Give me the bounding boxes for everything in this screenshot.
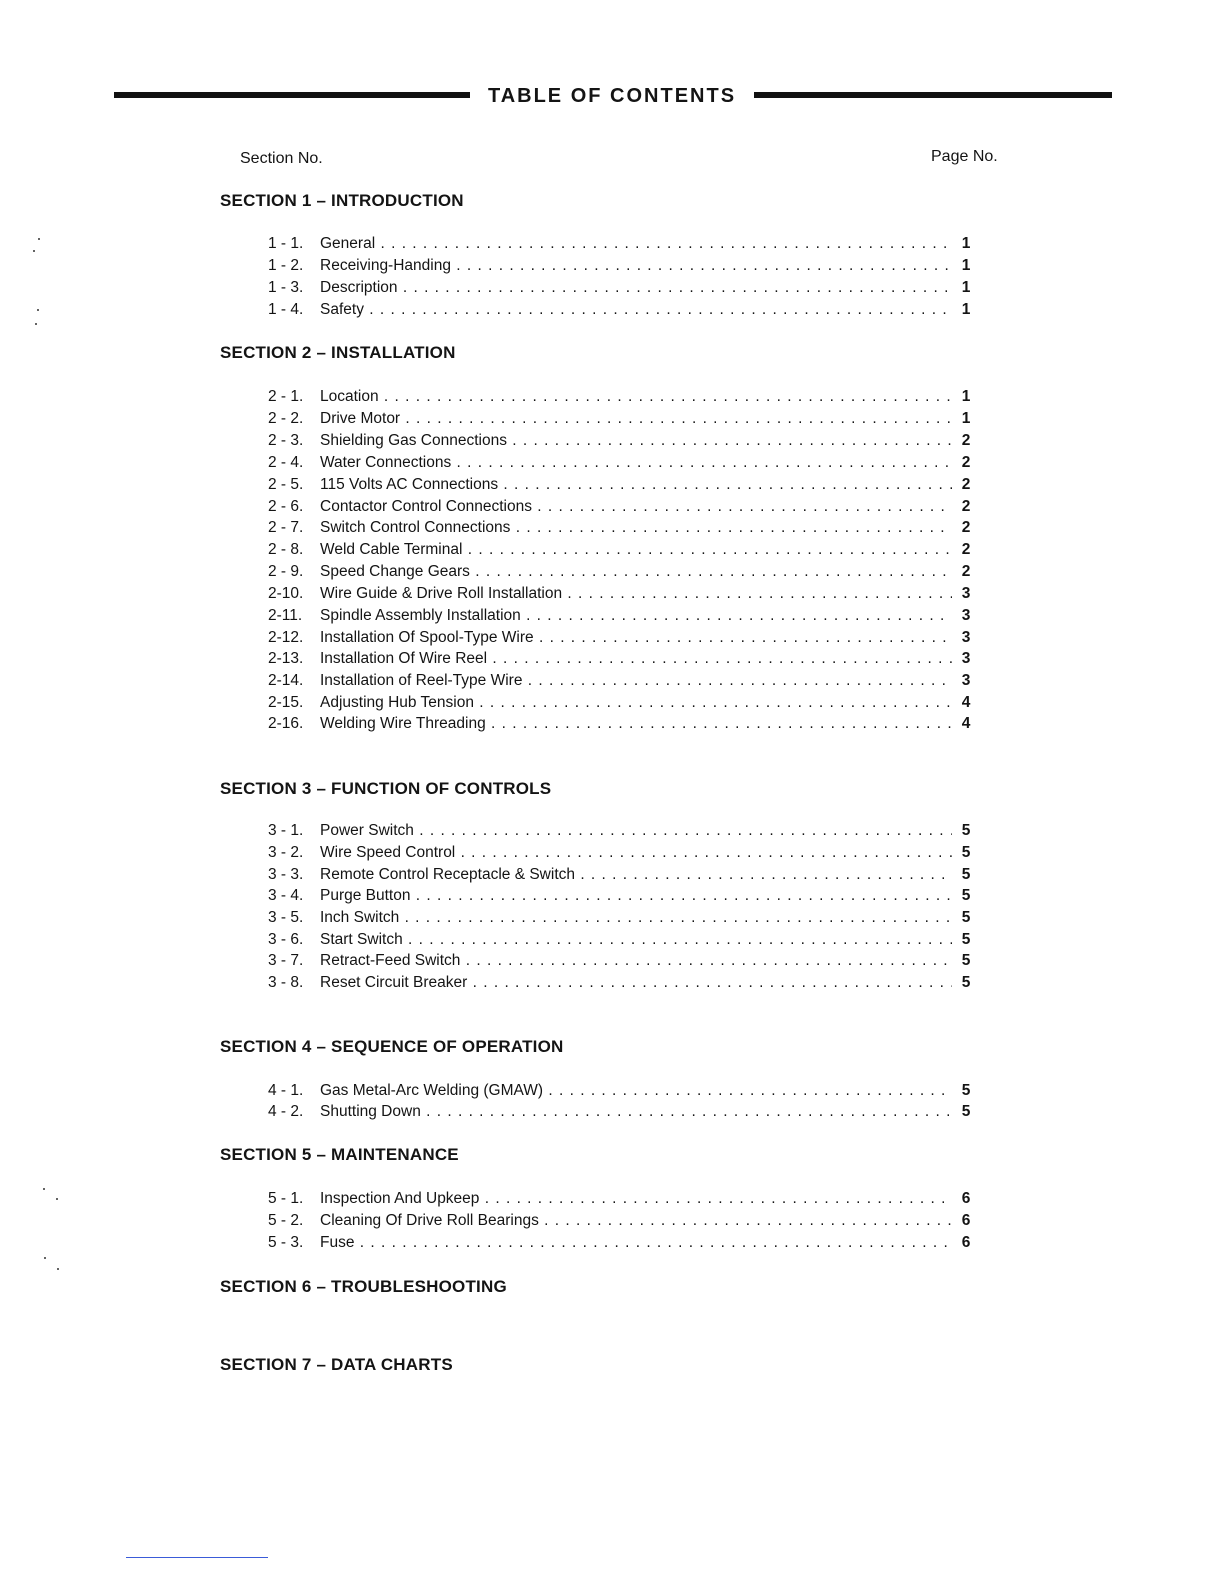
entry-title: 115 Volts AC Connections — [320, 476, 499, 493]
toc-entry — [268, 255, 980, 277]
toc-entry — [268, 972, 980, 994]
bottom-edge-line — [126, 1557, 268, 1558]
section-heading-2: SECTION 2 – INSTALLATION — [220, 343, 456, 362]
entry-title: Shielding Gas Connections — [320, 432, 507, 449]
scan-speck — [33, 250, 35, 252]
scan-speck — [38, 238, 40, 240]
entry-title: Installation Of Wire Reel — [320, 650, 488, 667]
entry-title: Wire Guide & Drive Roll Installation — [320, 585, 563, 602]
entry-page: 3 — [952, 583, 980, 605]
entry-title: Welding Wire Threading — [320, 715, 486, 732]
entry-number: 3 - 8. — [268, 974, 304, 991]
toc-entry — [268, 713, 980, 735]
entry-page: 1 — [952, 408, 980, 430]
toc-entry — [268, 605, 980, 627]
toc-entry — [268, 496, 980, 518]
scan-speck — [35, 323, 37, 325]
toc-entry — [268, 539, 980, 561]
section-heading-4: SECTION 4 – SEQUENCE OF OPERATION — [220, 1037, 564, 1056]
entry-page: 3 — [952, 627, 980, 649]
entry-page: 3 — [952, 605, 980, 627]
entry-page: 2 — [952, 539, 980, 561]
entry-title: Start Switch — [320, 931, 403, 948]
entry-title: Installation Of Spool-Type Wire — [320, 629, 534, 646]
entry-page: 4 — [952, 713, 980, 735]
toc-entry — [268, 583, 980, 605]
entry-title: Weld Cable Terminal — [320, 541, 463, 558]
entry-number: 1 - 3. — [268, 279, 304, 296]
entry-number: 2-13. — [268, 650, 304, 667]
section-heading-6: SECTION 6 – TROUBLESHOOTING — [220, 1277, 507, 1296]
toc-entry — [268, 233, 980, 255]
entry-page: 5 — [952, 907, 980, 929]
entry-number: 2 - 2. — [268, 410, 304, 427]
entry-page: 2 — [952, 474, 980, 496]
entry-page: 3 — [952, 648, 980, 670]
entry-page: 1 — [952, 299, 980, 321]
toc-entry — [268, 452, 980, 474]
entry-number: 2 - 1. — [268, 388, 304, 405]
entry-number: 2 - 9. — [268, 563, 304, 580]
entry-page: 5 — [952, 929, 980, 951]
entry-page: 1 — [952, 277, 980, 299]
toc-entry — [268, 820, 980, 842]
entry-number: 2 - 5. — [268, 476, 304, 493]
page-title: TABLE OF CONTENTS — [487, 85, 737, 107]
scan-speck — [57, 1268, 59, 1270]
entry-number: 5 - 1. — [268, 1190, 304, 1207]
toc-entry — [268, 885, 980, 907]
scan-speck — [43, 1188, 45, 1190]
entry-page: 5 — [952, 820, 980, 842]
entry-page: 1 — [952, 233, 980, 255]
entry-title: Spindle Assembly Installation — [320, 607, 521, 624]
entry-number: 3 - 7. — [268, 952, 304, 969]
toc-entry — [268, 517, 980, 539]
toc-entry — [268, 950, 980, 972]
entry-page: 3 — [952, 670, 980, 692]
entry-title: Installation of Reel-Type Wire — [320, 672, 523, 689]
entry-number: 2-14. — [268, 672, 304, 689]
entry-page: 2 — [952, 517, 980, 539]
toc-entry — [268, 1188, 980, 1210]
toc-entry — [268, 842, 980, 864]
entry-title: Remote Control Receptacle & Switch — [320, 866, 576, 883]
entry-title: Water Connections — [320, 454, 452, 471]
scan-speck — [56, 1198, 58, 1200]
toc-entry — [268, 670, 980, 692]
entry-title: Description — [320, 279, 398, 296]
toc-entry — [268, 430, 980, 452]
toc-entry — [268, 408, 980, 430]
entry-title: Adjusting Hub Tension — [320, 694, 474, 711]
toc-entry — [268, 277, 980, 299]
toc-entry — [268, 907, 980, 929]
entry-page: 4 — [952, 692, 980, 714]
entry-page: 2 — [952, 561, 980, 583]
toc-entry — [268, 648, 980, 670]
entry-title: Location — [320, 388, 379, 405]
toc-entry — [268, 864, 980, 886]
entry-page: 5 — [952, 1101, 980, 1123]
entry-number: 1 - 4. — [268, 301, 304, 318]
entry-title: Retract-Feed Switch — [320, 952, 461, 969]
entry-page: 6 — [952, 1188, 980, 1210]
entry-page: 2 — [952, 496, 980, 518]
entry-number: 2 - 8. — [268, 541, 304, 558]
entry-page: 5 — [952, 950, 980, 972]
page-no-header: Page No. — [931, 148, 998, 165]
section-heading-5: SECTION 5 – MAINTENANCE — [220, 1145, 459, 1164]
toc-entry — [268, 692, 980, 714]
entry-number: 3 - 1. — [268, 822, 304, 839]
entry-number: 3 - 6. — [268, 931, 304, 948]
entry-title: Gas Metal-Arc Welding (GMAW) — [320, 1082, 544, 1099]
toc-entry — [268, 474, 980, 496]
entry-number: 2 - 7. — [268, 519, 304, 536]
entry-number: 3 - 3. — [268, 866, 304, 883]
entry-title: Speed Change Gears — [320, 563, 470, 580]
entry-number: 2-11. — [268, 607, 303, 624]
entry-number: 3 - 2. — [268, 844, 304, 861]
entry-title: Inspection And Upkeep — [320, 1190, 480, 1207]
entry-page: 1 — [952, 255, 980, 277]
entry-title: Inch Switch — [320, 909, 400, 926]
entry-title: Power Switch — [320, 822, 414, 839]
toc-entry — [268, 929, 980, 951]
entry-page: 5 — [952, 842, 980, 864]
entry-title: General — [320, 235, 376, 252]
entry-number: 1 - 1. — [268, 235, 304, 252]
entry-page: 6 — [952, 1232, 980, 1254]
toc-entry — [268, 299, 980, 321]
entry-number: 2 - 3. — [268, 432, 304, 449]
entry-page: 1 — [952, 386, 980, 408]
entry-title: Cleaning Of Drive Roll Bearings — [320, 1212, 539, 1229]
section-no-header: Section No. — [240, 150, 323, 167]
entry-page: 2 — [952, 430, 980, 452]
toc-entry — [268, 1210, 980, 1232]
entry-title: Safety — [320, 301, 364, 318]
entry-number: 3 - 5. — [268, 909, 304, 926]
entry-number: 4 - 2. — [268, 1103, 304, 1120]
entry-title: Shutting Down — [320, 1103, 421, 1120]
entry-title: Reset Circuit Breaker — [320, 974, 468, 991]
entry-title: Contactor Control Connections — [320, 498, 532, 515]
section-heading-1: SECTION 1 – INTRODUCTION — [220, 191, 464, 210]
entry-page: 2 — [952, 452, 980, 474]
toc-entry — [268, 1101, 980, 1123]
scan-speck — [44, 1257, 46, 1259]
entry-number: 2-15. — [268, 694, 304, 711]
title-rule-left — [114, 92, 470, 98]
toc-entry — [268, 386, 980, 408]
toc-entry — [268, 1080, 980, 1102]
toc-entry — [268, 627, 980, 649]
section-heading-3: SECTION 3 – FUNCTION OF CONTROLS — [220, 779, 552, 798]
entry-number: 2-10. — [268, 585, 304, 602]
entry-number: 2 - 6. — [268, 498, 304, 515]
entry-number: 2 - 4. — [268, 454, 304, 471]
entry-page: 6 — [952, 1210, 980, 1232]
entry-title: Receiving-Handing — [320, 257, 451, 274]
entry-page: 5 — [952, 885, 980, 907]
entry-title: Fuse — [320, 1234, 355, 1251]
entry-title: Wire Speed Control — [320, 844, 456, 861]
toc-entry — [268, 1232, 980, 1254]
entry-title: Drive Motor — [320, 410, 401, 427]
entry-page: 5 — [952, 1080, 980, 1102]
entry-number: 2-16. — [268, 715, 304, 732]
entry-page: 5 — [952, 864, 980, 886]
entry-number: 5 - 3. — [268, 1234, 304, 1251]
entry-number: 3 - 4. — [268, 887, 304, 904]
toc-entry — [268, 561, 980, 583]
section-heading-7: SECTION 7 – DATA CHARTS — [220, 1355, 453, 1374]
entry-title: Purge Button — [320, 887, 411, 904]
entry-title: Switch Control Connections — [320, 519, 511, 536]
entry-number: 5 - 2. — [268, 1212, 304, 1229]
entry-number: 4 - 1. — [268, 1082, 304, 1099]
entry-number: 1 - 2. — [268, 257, 304, 274]
entry-page: 5 — [952, 972, 980, 994]
title-rule-right — [754, 92, 1112, 98]
entry-number: 2-12. — [268, 629, 304, 646]
scan-speck — [37, 309, 39, 311]
title-bar — [114, 84, 1112, 108]
